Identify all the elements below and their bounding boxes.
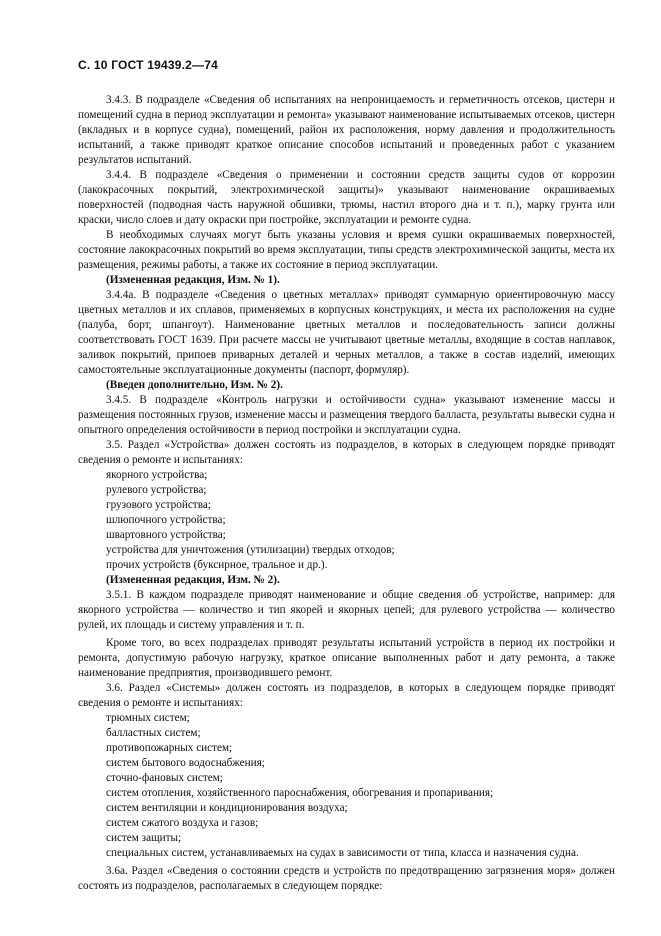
list-item: систем защиты; — [106, 832, 182, 844]
list-item: якорного устройства; — [106, 469, 208, 481]
list-item: сточно-фановых систем; — [106, 772, 223, 784]
list-item: трюмных систем; — [106, 712, 190, 724]
paragraph-3-4-5: 3.4.5. В подразделе «Контроль нагрузки и остойчивости судна» указывают изменение массы и размещения постоянных грузов, изменение массы и размещения твердого балласта, результаты вывески судна и опытного определения остойчивости в период постройки и эксплуатации судна. — [78, 394, 615, 436]
list-item: балластных систем; — [106, 727, 201, 739]
list-item: противопожарных систем; — [106, 742, 233, 754]
list-item: систем вентиляции и кондиционирования воздуха; — [106, 802, 348, 814]
list-item: рулевого устройства; — [106, 484, 207, 496]
list-item: специальных систем, устанавливаемых на судах в зависимости от типа, класса и назначения судна. — [106, 847, 579, 859]
list-item: систем бытового водоснабжения; — [106, 757, 265, 769]
systems-list — [78, 711, 615, 861]
devices-list — [78, 468, 615, 573]
page-header: С. 10 ГОСТ 19439.2—74 — [78, 58, 218, 72]
amendment-note-1: (Измененная редакция, Изм. № 1). — [106, 274, 280, 286]
paragraph-3-4-4-cont: В необходимых случаях могут быть указаны условия и время сушки окрашиваемых поверхностей, состояние лакокрасочных покрытий во время эксплуатации, типы средств электрохимической защиты, места их размещения, режимы работы, а также их состояние в период эксплуатации. — [78, 229, 615, 271]
list-item: грузового устройства; — [106, 499, 211, 511]
list-item: прочих устройств (буксирное, тральное и др.). — [106, 559, 328, 571]
list-item: систем отопления, хозяйственного пароснабжения, обогревания и пропаривания; — [106, 787, 494, 799]
paragraph-3-4-4a: 3.4.4а. В подразделе «Сведения о цветных металлах» приводят суммарную ориентировочную массу цветных металлов и их сплавов, применяемых в корпусных конструкциях, и места их расположения на судне (палуба, борт, шпангоут). Наименование цветных металлов и последовательность записи должны соответствовать ГОСТ 1639. При расчете массы не учитывают цветные металлы, входящие в состав наплавок, заливок покрытий, припоев приварных деталей и черных металлов, а также в состав изделий, имеющих самостоятельные эксплуатационные документы (паспорт, формуляр). — [78, 289, 615, 376]
list-item: систем сжатого воздуха и газов; — [106, 817, 259, 829]
list-item: швартовного устройства; — [106, 529, 226, 541]
paragraph-3-4-3: 3.4.3. В подразделе «Сведения об испытаниях на непроницаемость и герметичность отсеков, цистерн и помещений судна в период эксплуатации и ремонта» указывают наименование испытываемых отсеков, цистерн (вкладных и в корпусе судна), помещений, район их расположения, норму давления и продолжительность испытаний, а также приводят краткое описание способов испытаний и проведенных работ с указанием результатов испытаний. — [78, 94, 615, 166]
paragraph-3-6a: 3.6а. Раздел «Сведения о состоянии средств и устройств по предотвращению загрязнения моря» должен состоять из подразделов, располагаемых в следующем порядке: — [78, 865, 615, 892]
list-item: шлюпочного устройства; — [106, 514, 226, 526]
paragraph-3-5-1: 3.5.1. В каждом подразделе приводят наименование и общие сведения об устройстве, например: для якорного устройства — количество и тип якорей и якорных цепей; для рулевого устройства — количество рулей, их площадь и систему управления и т. п. — [78, 589, 615, 631]
paragraph-3-4-4: 3.4.4. В подразделе «Сведения о применении и состоянии средств защиты судов от коррозии (лакокрасочных покрытий, электрохимической защиты)» указывают наименование окрашиваемых поверхностей (подводная часть наружной обшивки, трюмы, настил второго дна и т. п.), марку грунта или краски, число слоев и дату окраски при постройке, эксплуатации и ремонте судна. — [78, 169, 615, 226]
document-body — [78, 93, 615, 894]
paragraph-3-5: 3.5. Раздел «Устройства» должен состоять из подразделов, в которых в следующем порядке приводят сведения о ремонте и испытаниях: — [78, 439, 615, 466]
paragraph-3-5-1-cont: Кроме того, во всех подразделах приводят результаты испытаний устройств в период их постройки и ремонта, допустимую рабочую нагрузку, краткое описание выполненных работ и дату ремонта, а также наименование предприятия, производившего ремонт. — [78, 637, 615, 679]
amendment-note-3: (Измененная редакция, Изм. № 2). — [106, 574, 280, 586]
paragraph-3-6: 3.6. Раздел «Системы» должен состоять из подразделов, в которых в следующем порядке приводят сведения о ремонте и испытаниях: — [78, 682, 615, 709]
list-item: устройства для уничтожения (утилизации) твердых отходов; — [106, 544, 395, 556]
amendment-note-2: (Введен дополнительно, Изм. № 2). — [106, 379, 283, 391]
